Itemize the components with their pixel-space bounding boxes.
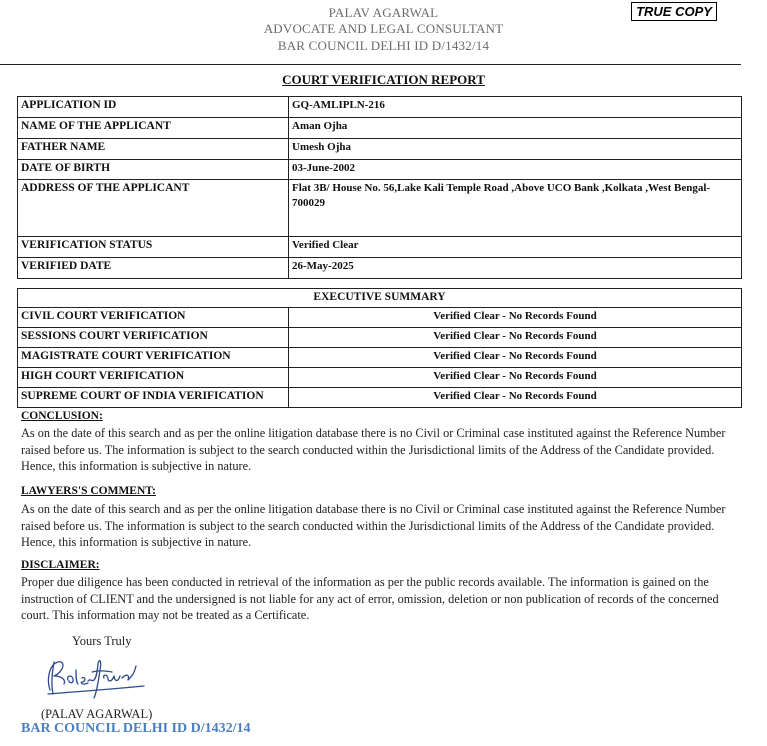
summary-label: SUPREME COURT OF INDIA VERIFICATION xyxy=(18,388,289,408)
closing-salutation: Yours Truly xyxy=(72,634,132,648)
lawyers-comment-text: As on the date of this search and as per the online litigation database there is no Civil or Criminal case instituted against the Reference Number raised before us. The information is subject to the search conducted within the Jurisdictional limits of the Address of the Candidate provided. Hence, this information is subjective in nature. xyxy=(21,502,726,549)
table-row xyxy=(18,237,742,258)
detail-label: ADDRESS OF THE APPLICANT xyxy=(18,180,289,237)
advocate-designation: ADVOCATE AND LEGAL CONSULTANT xyxy=(263,21,504,36)
summary-label: MAGISTRATE COURT VERIFICATION xyxy=(18,348,289,368)
table-row xyxy=(18,258,742,279)
table-row xyxy=(18,289,742,308)
signatory-name: (PALAV AGARWAL) xyxy=(41,707,153,721)
table-row xyxy=(18,160,742,180)
summary-result: Verified Clear - No Records Found xyxy=(289,328,742,348)
detail-value: 26-May-2025 xyxy=(289,258,742,279)
detail-value: Umesh Ojha xyxy=(289,139,742,160)
summary-result: Verified Clear - No Records Found xyxy=(289,308,742,328)
advocate-name: PALAV AGARWAL xyxy=(328,5,439,20)
summary-label: SESSIONS COURT VERIFICATION xyxy=(18,328,289,348)
table-row xyxy=(18,97,742,118)
table-row xyxy=(18,368,742,388)
summary-label: CIVIL COURT VERIFICATION xyxy=(18,308,289,328)
table-row xyxy=(18,328,742,348)
table-row xyxy=(18,118,742,139)
table-row xyxy=(18,308,742,328)
disclaimer-heading: DISCLAIMER: xyxy=(21,559,100,571)
detail-label: FATHER NAME xyxy=(18,139,289,160)
detail-label: APPLICATION ID xyxy=(18,97,289,118)
summary-label: HIGH COURT VERIFICATION xyxy=(18,368,289,388)
summary-result: Verified Clear - No Records Found xyxy=(289,368,742,388)
detail-label: NAME OF THE APPLICANT xyxy=(18,118,289,139)
applicant-details-table xyxy=(17,96,742,279)
report-title: COURT VERIFICATION REPORT xyxy=(282,72,485,87)
lawyers-comment-heading: LAWYERS'S COMMENT: xyxy=(21,485,156,497)
summary-title: EXECUTIVE SUMMARY xyxy=(18,289,742,308)
conclusion-text: As on the date of this search and as per the online litigation database there is no Civil or Criminal case instituted against the Reference Number raised before us. The information is subject to the search conducted within the Jurisdictional limits of the Address of the Candidate provided. Hence, this information is subjective in nature. xyxy=(21,426,726,473)
summary-result: Verified Clear - No Records Found xyxy=(289,388,742,408)
true-copy-stamp: TRUE COPY xyxy=(631,2,717,21)
header-bar-id: BAR COUNCIL DELHI ID D/1432/14 xyxy=(277,38,490,53)
header-divider xyxy=(0,64,741,65)
detail-value: Flat 3B/ House No. 56,Lake Kali Temple Road ,Above UCO Bank ,Kolkata ,West Bengal-700029 xyxy=(289,180,742,237)
detail-value: Aman Ojha xyxy=(289,118,742,139)
table-row xyxy=(18,388,742,408)
executive-summary-table xyxy=(17,288,742,408)
detail-value: GQ-AMLIPLN-216 xyxy=(289,97,742,118)
table-row xyxy=(18,348,742,368)
summary-result: Verified Clear - No Records Found xyxy=(289,348,742,368)
conclusion-heading: CONCLUSION: xyxy=(21,410,103,422)
disclaimer-text: Proper due diligence has been conducted in retrieval of the information as per the public records available. The information is gained on the instruction of CLIENT and the undersigned is not liable for any act of error, omission, deletion or non publication of records of the concerned court. This information may not be treated as a Certificate. xyxy=(21,575,719,622)
detail-label: DATE OF BIRTH xyxy=(18,160,289,180)
signatory-bar-id: BAR COUNCIL DELHI ID D/1432/14 xyxy=(21,721,251,736)
detail-value: Verified Clear xyxy=(289,237,742,258)
detail-label: VERIFICATION STATUS xyxy=(18,237,289,258)
signature-image xyxy=(42,654,150,700)
table-row xyxy=(18,139,742,160)
table-row xyxy=(18,180,742,237)
detail-label: VERIFIED DATE xyxy=(18,258,289,279)
detail-value: 03-June-2002 xyxy=(289,160,742,180)
